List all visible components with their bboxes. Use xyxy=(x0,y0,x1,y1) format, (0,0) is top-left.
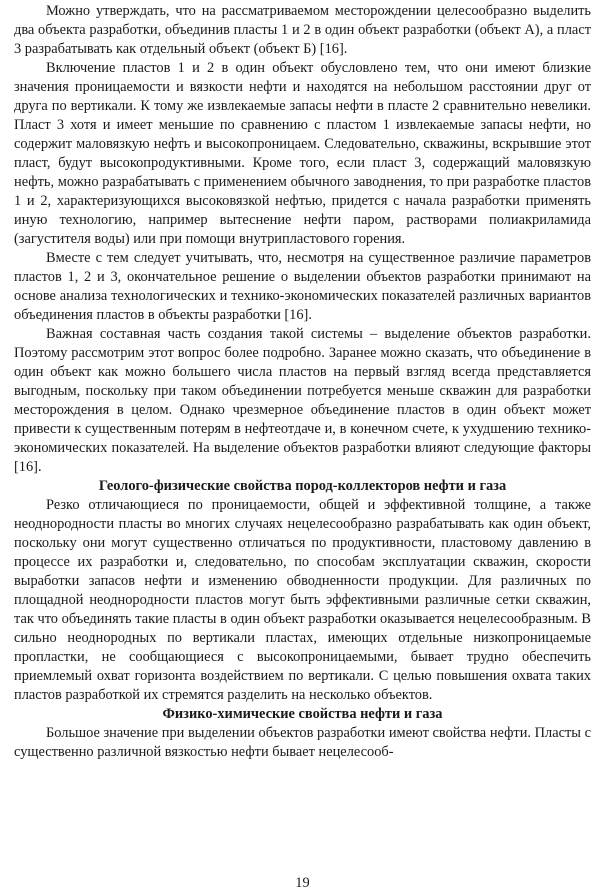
paragraph-1: Можно утверждать, что на рассматриваемом месторождении целесообразно выделить два объекта разработки, объединив пласты 1 и 2 в один объект разработки (объект А), а пласт 3 разрабатывать как отдельный объект (объект Б) [16]. xyxy=(14,3,591,57)
page-number: 19 xyxy=(295,875,310,891)
section-heading-chemistry: Физико-химические свойства нефти и газа xyxy=(162,706,443,722)
paragraph-4: Важная составная часть создания такой системы – выделение объектов разработки. Поэтому рассмотрим этот вопрос более подробно. Заранее можно сказать, что объединение в один объект как можно большего числа пластов на первый взгляд всегда представляется выгодным, поскольку при таком объединении потребуется меньше скважин для разработки месторождения в целом. Однако чрезмерное объединение пластов в один объект может привести к существенным потерям в нефтеотдаче и, в конечном счете, к ухудшению технико-экономических показателей. На выделение объектов разработки влияют следующие факторы [16]. xyxy=(14,326,591,475)
paragraph-6: Большое значение при выделении объектов разработки имеют свойства нефти. Пласты с существенно различной вязкостью нефти бывает нецелесооб- xyxy=(14,725,591,760)
paragraph-5: Резко отличающиеся по проницаемости, общей и эффективной толщине, а также неоднородности пласты во многих случаях нецелесообразно разрабатывать как один объект, поскольку они могут существенно отличаться по продуктивности, пластовому давлению в процессе их разработки и, следовательно, по способам эксплуатации скважин, скорости выработки запасов нефти и изменению обводненности продукции. Для различных по площадной неоднородности пластов могут быть эффективными различные сетки скважин, так что объединять такие пласты в один объект разработки оказывается нецелесообразным. В сильно неоднородных по вертикали пластах, имеющих отдельные низкопроницаемые пропластки, не сообщающиеся с высокопроницаемыми, бывает трудно обеспечить приемлемый охват горизонта воздействием по вертикали. С целью повышения охвата таких пластов разработкой их стремятся разделить на несколько объектов. xyxy=(14,497,591,703)
section-heading-geology: Геолого-физические свойства пород-коллекторов нефти и газа xyxy=(98,478,507,494)
paragraph-2: Включение пластов 1 и 2 в один объект обусловлено тем, что они имеют близкие значения проницаемости и вязкости нефти и находятся на небольшом расстоянии друг от друга по вертикали. К тому же извлекаемые запасы нефти в пласте 2 сравнительно невелики. Пласт 3 хотя и имеет меньшие по сравнению с пластом 1 извлекаемые запасы нефти, но содержит маловязкую нефть и высокопроницаем. Следовательно, скважины, вскрывшие этот пласт, будут высокопродуктивными. Кроме того, если пласт 3, содержащий маловязкую нефть, можно разрабатывать с применением обычного заводнения, то при разработке пластов 1 и 2, характеризующихся высоковязкой нефтью, придется с начала разработки применять иную технологию, например вытеснение нефти паром, растворами полиакриламида (загустителя воды) или при помощи внутрипластового горения. xyxy=(14,60,591,247)
paragraph-3: Вместе с тем следует учитывать, что, несмотря на существенное различие параметров пластов 1, 2 и 3, окончательное решение о выделении объектов разработки принимают на основе анализа технологических и технико-экономических показателей различных вариантов объединения пластов в объекты разработки [16]. xyxy=(14,250,591,323)
document-page xyxy=(14,0,591,896)
